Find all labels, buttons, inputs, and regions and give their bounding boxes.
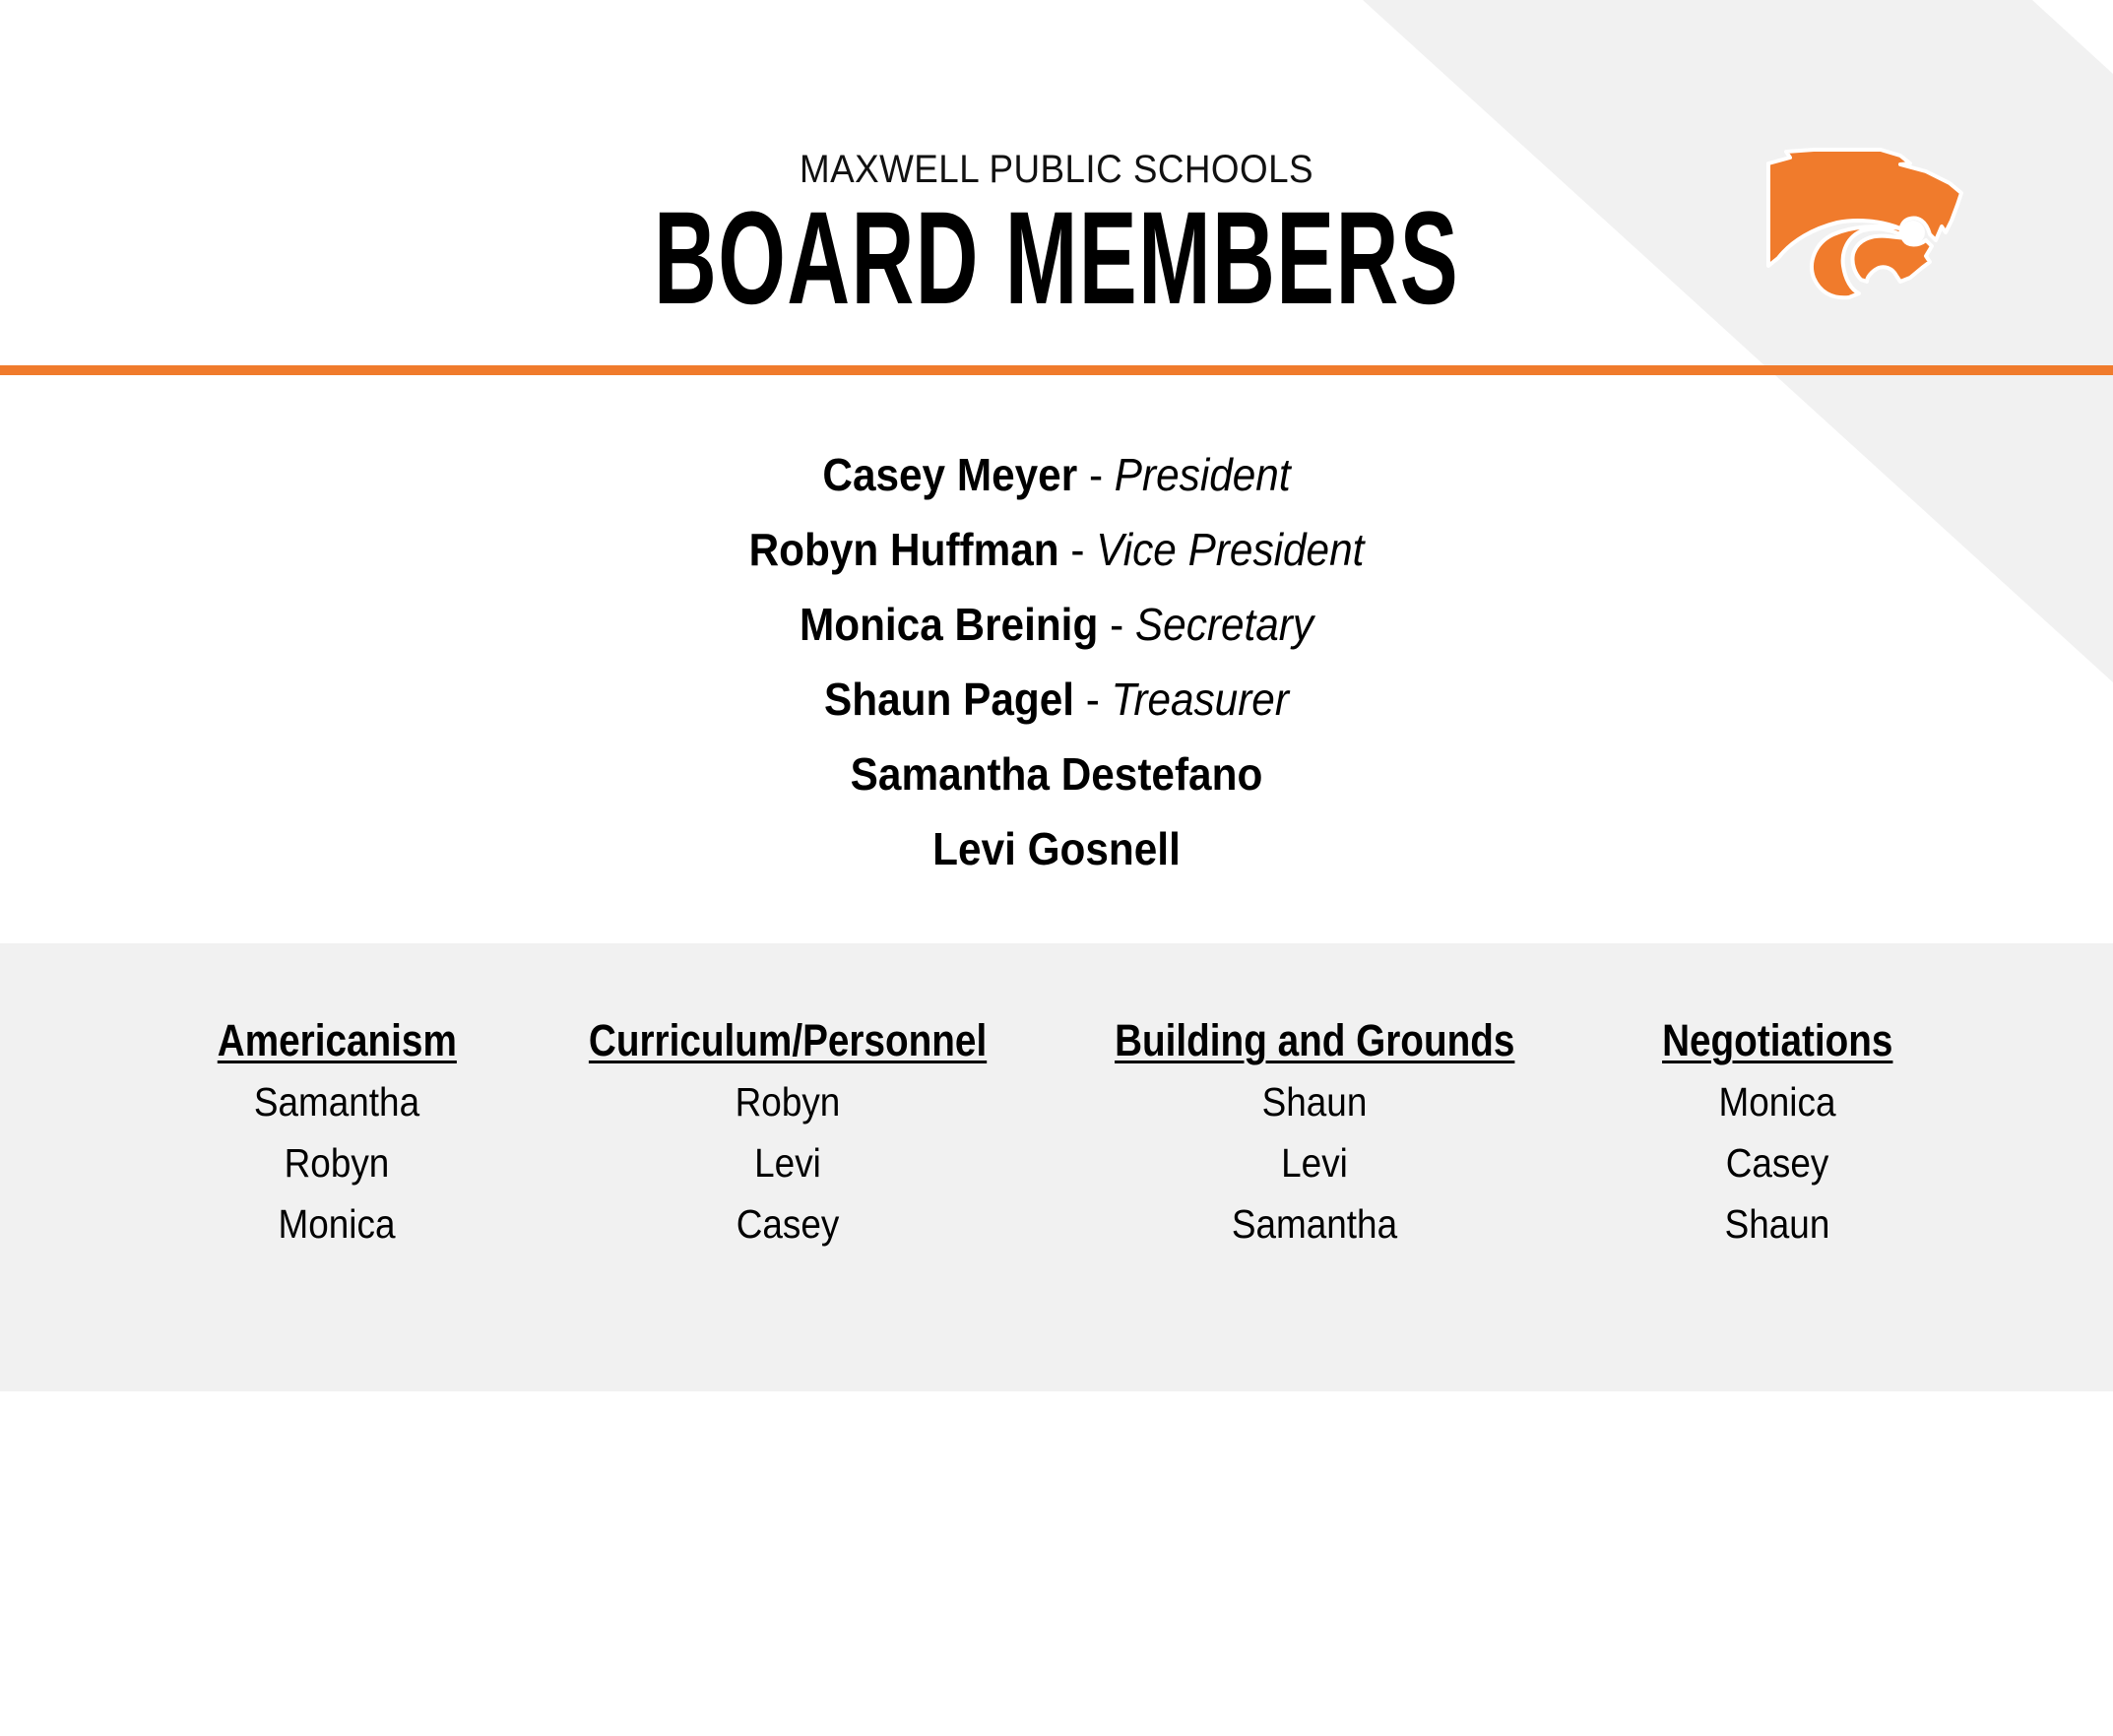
committee-curriculum-personnel: [532, 1010, 1044, 1254]
committee-member: Robyn: [735, 1079, 841, 1125]
member-separator: -: [1074, 674, 1112, 725]
committee-member: Monica: [1718, 1079, 1836, 1125]
member-name: Levi Gosnell: [932, 823, 1181, 874]
committee-title: Curriculum/Personnel: [588, 1015, 988, 1065]
member-name: Shaun Pagel: [824, 674, 1075, 725]
member-row: [85, 811, 2028, 886]
member-name: Robyn Huffman: [748, 524, 1059, 575]
member-separator: -: [1098, 599, 1135, 650]
member-separator: -: [1077, 449, 1115, 500]
member-name: Monica Breinig: [799, 599, 1099, 650]
committee-member: Levi: [1281, 1140, 1348, 1186]
board-member-list: [0, 437, 2113, 886]
committee-member: Shaun: [1261, 1079, 1368, 1125]
committee-title: Building and Grounds: [1114, 1015, 1515, 1065]
member-role: Secretary: [1134, 599, 1314, 650]
member-row: [85, 737, 2028, 811]
member-role: Vice President: [1096, 524, 1365, 575]
committee-member: Casey: [1725, 1140, 1829, 1186]
committee-title: Americanism: [217, 1015, 457, 1065]
committee-member: Monica: [278, 1201, 396, 1247]
committee-member: Casey: [736, 1201, 840, 1247]
committee-member: Levi: [754, 1140, 821, 1186]
committee-member: Shaun: [1724, 1201, 1830, 1247]
member-name: Samantha Destefano: [850, 748, 1263, 800]
member-row: [85, 512, 2028, 587]
committee-member: Samantha: [253, 1079, 420, 1125]
member-name: Casey Meyer: [822, 449, 1078, 500]
committee-title: Negotiations: [1661, 1015, 1893, 1065]
committee-building-and-grounds: [1058, 1010, 1570, 1254]
member-role: President: [1114, 449, 1291, 500]
organization-name: MAXWELL PUBLIC SCHOOLS: [799, 148, 1314, 191]
wildcat-logo-icon: [1753, 138, 1979, 315]
committee-member: Samantha: [1231, 1201, 1398, 1247]
member-row: [85, 662, 2028, 737]
member-role: Treasurer: [1111, 674, 1289, 725]
member-row: [85, 587, 2028, 662]
orange-divider: [0, 365, 2113, 375]
committees-panel: [0, 943, 2113, 1391]
page-title: BOARD MEMBERS: [653, 185, 1460, 332]
member-row: [85, 437, 2028, 512]
committee-member: Robyn: [284, 1140, 390, 1186]
member-separator: -: [1058, 524, 1097, 575]
committee-negotiations: [1521, 1010, 2033, 1254]
committee-americanism: [81, 1010, 593, 1254]
